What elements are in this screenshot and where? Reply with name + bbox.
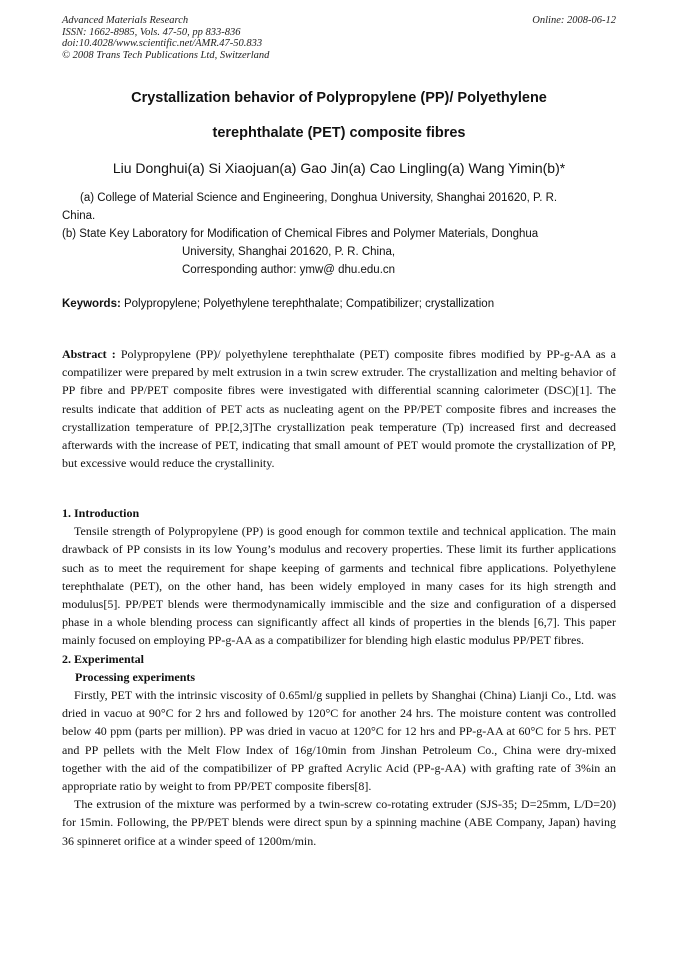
- online-date: Online: 2008-06-12: [532, 15, 616, 26]
- author-list: Liu Donghui(a) Si Xiaojuan(a) Gao Jin(a) Cao Lingling(a) Wang Yimin(b)*: [112, 160, 566, 176]
- affiliation-b: (b) State Key Laboratory for Modification of Chemical Fibres and Polymer Materials, Donghua: [62, 228, 539, 240]
- section-heading-introduction: 1. Introduction: [62, 506, 140, 520]
- journal-name: Advanced Materials Research: [62, 15, 189, 26]
- paper-title-line-2: terephthalate (PET) composite fibres: [212, 125, 466, 141]
- experimental-paragraph-1: Firstly, PET with the intrinsic viscosity of 0.65ml/g supplied in pellets by Shanghai (China) Lianji Co., Ltd. was dried in vacuo at 90°C for 2 hrs and followed by 120°C for another 24 hrs. The moisture content was controlled below 40 ppm (parts per million). PP was dried in vacuo at 120°C for 12 hrs and PP-g-AA at 60°C for 5 hrs. PET and PP pellets with the Melt Flow Index of 16g/10min from Jinshan Petroleum Co., China were dry-mixed together with the aid of the compatibilizer of PP grafted Acrylic Acid (PP-g-AA) with grafting rate of 3%in an appropriate ratio by weight to from PP/PET composite fibers[8].: [62, 688, 616, 794]
- affiliations: [62, 189, 616, 279]
- issn-line: ISSN: 1662-8985, Vols. 47-50, pp 833-836: [62, 26, 241, 38]
- copyright-line: © 2008 Trans Tech Publications Ltd, Switzerland: [62, 49, 270, 61]
- affiliation-b-cont: University, Shanghai 201620, P. R. China,: [182, 246, 396, 258]
- subsection-heading-processing: Processing experiments: [75, 669, 196, 684]
- section-heading-experimental: 2. Experimental: [62, 651, 144, 666]
- keywords-label: Keywords:: [62, 298, 121, 310]
- body: [62, 504, 616, 850]
- abstract-label: Abstract :: [62, 347, 116, 361]
- corresponding-author: Corresponding author: ymw@ dhu.edu.cn: [182, 264, 396, 276]
- affiliation-a: (a) College of Material Science and Engineering, Donghua University, Shanghai 201620, P. R.: [80, 192, 558, 204]
- affiliation-a-cont: China.: [62, 210, 96, 222]
- abstract-text: Polypropylene (PP)/ polyethylene terephthalate (PET) composite fibres modified by PP-g-AA as a compatilizer were prepared by melt extrusion in a twin screw extruder. The crystallization and melting behavior of PP fibre and PP/PET composite fibres were investigated with differential scanning calorimeter (DSC)[1]. The results indicate that addition of PET acts as nucleating agent on the PP/PET composite fibres and increases the crystallization temperature of PP.[2,3]The crystallization peak temperature (Tp) increased first and decreased afterwards with the increase of PET, indicating that small amount of PET would promote the crystallization of PP, but excessive would reduce the crystallinity.: [62, 347, 616, 471]
- experimental-paragraph-2: The extrusion of the mixture was performed by a twin-screw co-rotating extruder (SJS-35; D=25mm, L/D=20) for 15min. Following, the PP/PET blends were direct spun by a spinning machine (ABE Company, Japan) having 36 spinneret orifice at a winder speed of 1200m/min.: [62, 797, 616, 848]
- doi-line: doi:10.4028/www.scientific.net/AMR.47-50.833: [62, 38, 263, 49]
- keywords: [62, 298, 616, 310]
- journal-header: [62, 15, 616, 61]
- keywords-text: Polypropylene; Polyethylene terephthalate; Compatibilizer; crystallization: [120, 298, 495, 310]
- paper-title-line-1: Crystallization behavior of Polypropylene (PP)/ Polyethylene: [131, 90, 547, 106]
- introduction-paragraph: Tensile strength of Polypropylene (PP) is good enough for common textile and technical application. The main drawback of PP consists in its low Young’s modulus and recovery properties. These limit its further applications such as to meet the requirement for shape keeping of garments and technical fibre applications. Polyethylene terephthalate (PET), on the other hand, has been widely employed in many cases for its high strength and modulus[5]. PP/PET blends were thermodynamically immiscible and the size and configuration of a dispersed phase in a whole blending process can significantly affect all kinds of properties in the blends [6,7]. This paper mainly focused on employing PP-g-AA as a compatibilizer for blending high elastic modulus PP/PET fibres.: [62, 524, 616, 648]
- abstract: [62, 345, 616, 472]
